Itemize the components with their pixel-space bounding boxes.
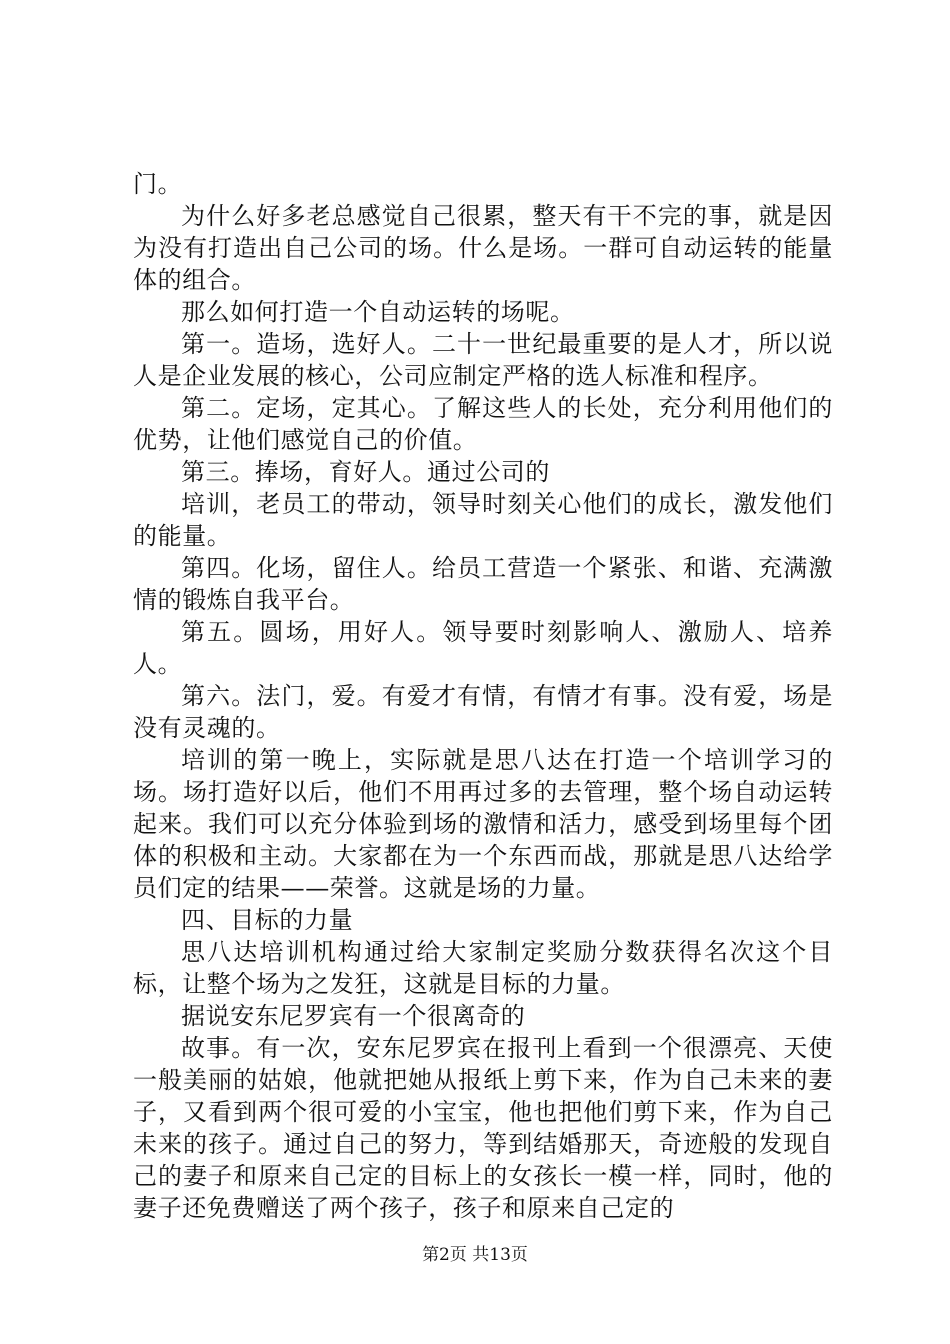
document-body (133, 168, 833, 1224)
paragraph-5: 第二。定场，定其心。了解这些人的长处，充分利用他们的优势，让他们感觉自己的价值。 (133, 394, 833, 454)
paragraph-9: 第五。圆场，用好人。领导要时刻影响人、激励人、培养人。 (133, 618, 833, 678)
paragraph-13: 思八达培训机构通过给大家制定奖励分数获得名次这个目标，让整个场为之发狂，这就是目标的力量。 (133, 938, 833, 998)
paragraph-11: 培训的第一晚上，实际就是思八达在打造一个培训学习的场。场打造好以后，他们不用再过多的去管理，整个场自动运转起来。我们可以充分体验到场的激情和活力，感受到场里每个团体的积极和主动。大家都在为一个东西而战，那就是思八达给学员们定的结果——荣誉。这就是场的力量。 (133, 746, 833, 902)
paragraph-6: 第三。捧场，育好人。通过公司的 (181, 458, 550, 486)
section-heading-4: 四、目标的力量 (181, 906, 354, 934)
paragraph-14: 据说安东尼罗宾有一个很离奇的 (181, 1002, 526, 1030)
paragraph-7: 培训，老员工的带动，领导时刻关心他们的成长，激发他们的能量。 (133, 490, 833, 550)
page-number-footer: 第2页 共13页 (422, 1245, 528, 1265)
paragraph-15: 故事。有一次，安东尼罗宾在报刊上看到一个很漂亮、天使一般美丽的姑娘，他就把她从报纸上剪下来，作为自己未来的妻子，又看到两个很可爱的小宝宝，他也把他们剪下来，作为自己未来的孩子。通过自己的努力，等到结婚那天，奇迹般的发现自己的妻子和原来自己定的目标上的女孩长一模一样，同时，他的妻子还免费赠送了两个孩子，孩子和原来自己定的 (133, 1034, 833, 1222)
paragraph-10: 第六。法门，爱。有爱才有情，有情才有事。没有爱，场是没有灵魂的。 (133, 682, 833, 742)
paragraph-3: 那么如何打造一个自动运转的场呢。 (181, 298, 575, 326)
paragraph-2: 为什么好多老总感觉自己很累，整天有干不完的事，就是因为没有打造出自己公司的场。什么是场。一群可自动运转的能量体的组合。 (133, 202, 833, 294)
paragraph-4: 第一。造场，选好人。二十一世纪最重要的是人才，所以说人是企业发展的核心，公司应制定严格的选人标准和程序。 (133, 330, 833, 390)
paragraph-1: 门。 (133, 170, 183, 198)
paragraph-8: 第四。化场，留住人。给员工营造一个紧张、和谐、充满激情的锻炼自我平台。 (133, 554, 833, 614)
